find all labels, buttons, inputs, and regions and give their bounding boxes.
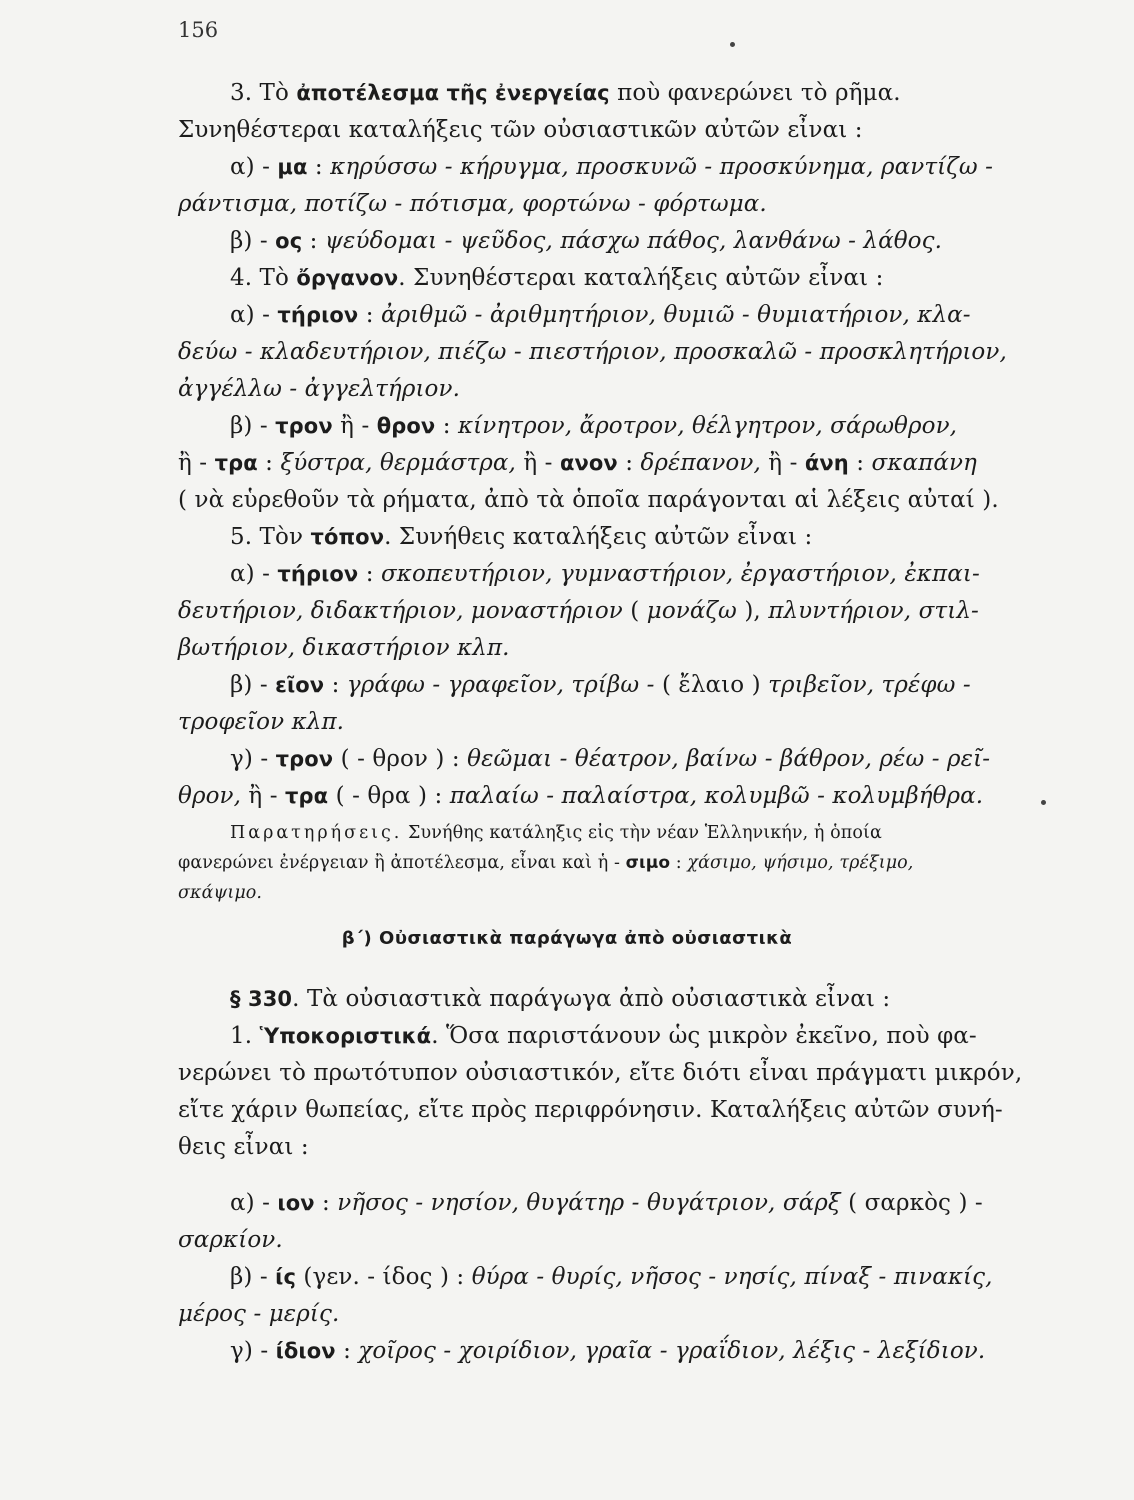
- text-run: :: [435, 413, 458, 439]
- text-run: εἴτε χάριν θωπείας, εἴτε πρὸς περιφρόνησιν. Καταλήξεις αὐτῶν συνή-: [178, 1097, 1003, 1123]
- text-run: ποὺ φανερώνει τὸ ρῆμα.: [609, 80, 901, 106]
- text-run: Συνήθης κατάληξις εἰς τὴν νέαν Ἑλληνικήν, ἡ ὁποία: [402, 823, 882, 843]
- text-run: Συνηθέστεραι καταλήξεις τῶν οὐσιαστικῶν αὐτῶν εἶναι :: [178, 117, 863, 143]
- bold-term: ὄργανον: [296, 266, 399, 290]
- bold-term: § 330: [230, 987, 293, 1011]
- bold-term: τήριον: [277, 303, 359, 327]
- text-run: . Συνήθεις καταλήξεις αὐτῶν εἶναι :: [384, 524, 813, 550]
- italic-example: πλυντήριον, στιλ-: [768, 598, 979, 624]
- text-run: :: [314, 1190, 338, 1216]
- text-run: 5. Τὸν: [230, 524, 311, 550]
- bold-term: ανον: [559, 451, 618, 475]
- remark-line: [230, 821, 882, 845]
- text-run: ( - θρα ) :: [328, 783, 450, 809]
- bold-term: τρον: [275, 747, 334, 771]
- text-run: 3. Τὸ: [230, 80, 297, 106]
- text-run: :: [670, 853, 688, 873]
- bold-term: τήριον: [277, 562, 359, 586]
- text-run: :: [335, 1338, 359, 1364]
- text-line: [178, 1225, 283, 1255]
- italic-example: τροφεῖον κλπ.: [178, 709, 345, 735]
- bold-term: τρα: [285, 784, 329, 808]
- text-line: [178, 1058, 1022, 1088]
- italic-example: μέρος - μερίς.: [178, 1301, 340, 1327]
- spaced-label: Παρατηρήσεις.: [230, 823, 403, 843]
- italic-example: παλαίω - παλαίστρα, κολυμβῶ - κολυμβήθρα.: [449, 783, 984, 809]
- italic-example: ἀγγέλλω - ἀγγελτήριον.: [178, 376, 460, 402]
- section-heading: β΄) Οὐσιαστικὰ παράγωγα ἀπὸ οὐσιαστικὰ: [341, 928, 793, 949]
- text-line: [230, 1021, 977, 1051]
- bold-term: ἀποτέλεσμα τῆς ἐνεργείας: [296, 81, 610, 105]
- bold-term: τόπον: [310, 525, 385, 549]
- text-line: [178, 189, 767, 219]
- text-run: 1.: [230, 1023, 260, 1049]
- text-line: [230, 152, 993, 182]
- text-line: [178, 115, 863, 145]
- text-line: [178, 1299, 339, 1329]
- bold-term: θρον: [376, 414, 436, 438]
- text-line: [230, 1188, 983, 1218]
- text-line: [178, 374, 460, 404]
- bold-term: ίδιον: [275, 1339, 336, 1363]
- text-run: ( ἔλαιο ): [654, 672, 769, 698]
- text-run: . Τὰ οὐσιαστικὰ παράγωγα ἀπὸ οὐσιαστικὰ εἶναι :: [292, 986, 891, 1012]
- text-line: [178, 1095, 1003, 1125]
- italic-example: δευτήριον, διδακτήριον, μοναστήριον: [178, 598, 623, 624]
- italic-example: μονάζω: [646, 598, 737, 624]
- text-run: ( - θρον ) :: [333, 746, 468, 772]
- text-run: . Ὅσα παριστάνουν ὡς μικρὸν ἐκεῖνο, ποὺ φα-: [431, 1023, 977, 1049]
- italic-example: σαρκίον.: [178, 1227, 283, 1253]
- italic-example: δεύω - κλαδευτήριον, πιέζω - πιεστήριον, προσκαλῶ - προσκλητήριον,: [178, 339, 1007, 365]
- italic-example: θρον,: [178, 783, 242, 809]
- text-run: β) -: [230, 228, 276, 254]
- text-run: :: [358, 302, 381, 328]
- text-line: [178, 596, 979, 626]
- italic-example: γράφω - γραφεῖον, τρίβω -: [346, 672, 655, 698]
- text-line: [230, 263, 883, 293]
- text-run: :: [358, 561, 381, 587]
- bold-term: άνη: [804, 451, 849, 475]
- text-run: 4. Τὸ: [230, 265, 297, 291]
- text-line: [230, 744, 990, 774]
- italic-example: ψεύδομαι - ψεῦδος, πάσχω πάθος, λανθάνω - λάθος.: [324, 228, 943, 254]
- text-run: γ) -: [230, 1338, 276, 1364]
- italic-example: χάσιμο, ψήσιμο, τρέξιμο,: [687, 853, 914, 873]
- italic-example: θεῶμαι - θέατρον, βαίνω - βάθρον, ρέω - ρεῖ-: [467, 746, 991, 772]
- text-line: [230, 522, 812, 552]
- text-run: β) -: [230, 413, 276, 439]
- italic-example: κηρύσσω - κήρυγμα, προσκυνῶ - προσκύνημα, ραντίζω -: [330, 154, 993, 180]
- text-line: [230, 226, 942, 256]
- italic-example: δρέπανον,: [640, 450, 761, 476]
- italic-example: τριβεῖον, τρέφω -: [768, 672, 971, 698]
- italic-example: σκάψιμο.: [178, 883, 263, 903]
- text-line: [230, 670, 971, 700]
- bold-term: εῖον: [275, 673, 325, 697]
- bold-term: Ὑποκοριστικά: [259, 1024, 432, 1048]
- text-line: [178, 1132, 309, 1162]
- text-run: ἢ -: [515, 450, 560, 476]
- bold-term: ίς: [275, 1265, 297, 1289]
- text-line: [178, 337, 1007, 367]
- text-run: ἢ -: [332, 413, 377, 439]
- remark-line: [178, 881, 262, 905]
- text-run: α) -: [230, 1190, 278, 1216]
- bold-term: τρον: [275, 414, 333, 438]
- italic-example: χοῖρος - χοιρίδιον, γραῖα - γραΐδιον, λέξις - λεξίδιον.: [358, 1338, 986, 1364]
- text-run: :: [302, 228, 325, 254]
- text-run: ),: [736, 598, 769, 624]
- text-line: [178, 485, 999, 515]
- text-line: [230, 78, 901, 108]
- text-run: :: [617, 450, 641, 476]
- text-line: [178, 633, 510, 663]
- text-run: θεις εἶναι :: [178, 1134, 309, 1160]
- text-run: (: [622, 598, 647, 624]
- italic-example: βωτήριον, δικαστήριον κλπ.: [178, 635, 510, 661]
- italic-example: θύρα - θυρίς, νῆσος - νησίς, πίναξ - πινακίς,: [471, 1264, 993, 1290]
- page-number: 156: [178, 18, 219, 42]
- text-run: ἢ -: [241, 783, 285, 809]
- text-run: α) -: [230, 561, 278, 587]
- text-run: ἢ -: [760, 450, 805, 476]
- bold-term: ιον: [277, 1191, 315, 1215]
- italic-example: σκοπευτήριον, γυμναστήριον, ἐργαστήριον, ἐκπαι-: [380, 561, 980, 587]
- text-run: νερώνει τὸ πρωτότυπον οὐσιαστικόν, εἴτε διότι εἶναι πράγματι μικρόν,: [178, 1060, 1023, 1086]
- text-run: β) -: [230, 1264, 276, 1290]
- bold-term: τρα: [214, 451, 258, 475]
- italic-example: σκαπάνη: [871, 450, 977, 476]
- text-run: ( σαρκὸς ) -: [840, 1190, 983, 1216]
- remark-line: [178, 851, 913, 875]
- text-run: ἢ -: [178, 450, 215, 476]
- bold-term: μα: [277, 155, 308, 179]
- text-line: [230, 1262, 993, 1292]
- text-run: ( νὰ εὑρεθοῦν τὰ ρήματα, ἀπὸ τὰ ὁποῖα παράγονται αἱ λέξεις αὐταί ).: [178, 487, 999, 513]
- text-line: [230, 1336, 985, 1366]
- text-run: (γεν. - ίδος ) :: [296, 1264, 472, 1290]
- text-line: [178, 707, 344, 737]
- italic-example: ράντισμα, ποτίζω - πότισμα, φορτώνω - φόρτωμα.: [178, 191, 767, 217]
- print-speck: [730, 42, 735, 47]
- italic-example: νῆσος - νησίον, θυγάτηρ - θυγάτριον, σάρξ: [337, 1190, 841, 1216]
- text-line: [178, 448, 977, 478]
- text-run: γ) -: [230, 746, 276, 772]
- text-run: α) -: [230, 302, 278, 328]
- italic-example: κίνητρον, ἄροτρον, θέλγητρον, σάρωθρον,: [458, 413, 958, 439]
- italic-example: ἀριθμῶ - ἀριθμητήριον, θυμιῶ - θυμιατήριον, κλα-: [380, 302, 971, 328]
- text-run: :: [307, 154, 331, 180]
- bold-term: σιμο: [625, 853, 671, 873]
- bold-term: ος: [275, 229, 303, 253]
- text-run: α) -: [230, 154, 278, 180]
- text-run: β) -: [230, 672, 276, 698]
- text-run: :: [848, 450, 872, 476]
- text-line: [230, 411, 957, 441]
- text-run: . Συνηθέστεραι καταλήξεις αὐτῶν εἶναι :: [398, 265, 884, 291]
- text-line: [230, 559, 980, 589]
- text-line: [230, 984, 890, 1014]
- print-speck: [1041, 800, 1046, 805]
- text-line: [230, 300, 971, 330]
- text-run: :: [257, 450, 281, 476]
- text-run: φανερώνει ἐνέργειαν ἢ ἀποτέλεσμα, εἶναι καὶ ἡ -: [178, 853, 626, 873]
- text-line: [178, 781, 983, 811]
- text-run: :: [324, 672, 347, 698]
- italic-example: ξύστρα, θερμάστρα,: [280, 450, 516, 476]
